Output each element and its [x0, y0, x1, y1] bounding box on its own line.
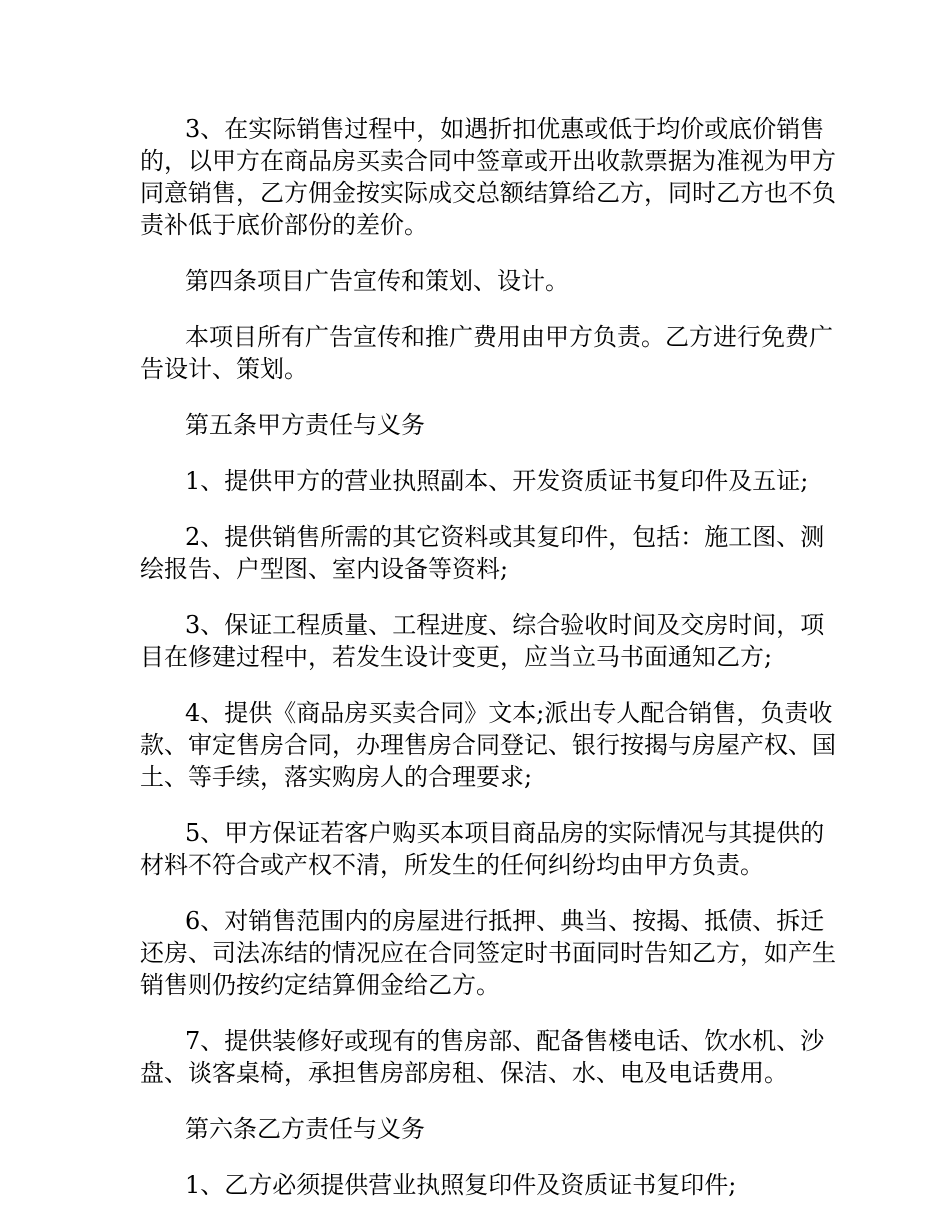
article-4-heading: 第四条项目广告宣传和策划、设计。 — [185, 267, 569, 295]
article-5-item-5: 5、甲方保证若客户购买本项目商品房的实际情况与其提供的材料不符合或产权不清，所发生的任何纠纷均由甲方负责。 — [140, 819, 825, 879]
article-5-item-1: 1、提供甲方的营业执照副本、开发资质证书复印件及五证; — [185, 467, 809, 495]
article-5-item-6: 6、对销售范围内的房屋进行抵押、典当、按揭、抵债、拆迁还房、司法冻结的情况应在合同签定时书面同时告知乙方，如产生销售则仍按约定结算佣金给乙方。 — [140, 907, 836, 999]
clause-3-discount-sales: 3、在实际销售过程中，如遇折扣优惠或低于均价或底价销售的，以甲方在商品房买卖合同中签章或开出收款票据为准视为甲方同意销售，乙方佣金按实际成交总额结算给乙方，同时乙方也不负责补低于底价部份的差价。 — [140, 115, 836, 239]
article-4-body: 本项目所有广告宣传和推广费用由甲方负责。乙方进行免费广告设计、策划。 — [140, 323, 833, 383]
article-5-heading: 第五条甲方责任与义务 — [185, 411, 425, 439]
article-5-item-7: 7、提供装修好或现有的售房部、配备售楼电话、饮水机、沙盘、谈客桌椅，承担售房部房租、保洁、水、电及电话费用。 — [140, 1027, 825, 1087]
article-5-item-4: 4、提供《商品房买卖合同》文本;派出专人配合销售，负责收款、审定售房合同，办理售房合同登记、银行按揭与房屋产权、国土、等手续，落实购房人的合理要求; — [140, 699, 836, 791]
article-5-item-3: 3、保证工程质量、工程进度、综合验收时间及交房时间，项目在修建过程中，若发生设计变更，应当立马书面通知乙方; — [140, 611, 825, 671]
article-6-item-1: 1、乙方必须提供营业执照复印件及资质证书复印件; — [185, 1171, 737, 1199]
document-body — [140, 113, 840, 1225]
article-5-item-2: 2、提供销售所需的其它资料或其复印件，包括：施工图、测绘报告、户型图、室内设备等资料; — [140, 523, 825, 583]
article-6-heading: 第六条乙方责任与义务 — [185, 1115, 425, 1143]
